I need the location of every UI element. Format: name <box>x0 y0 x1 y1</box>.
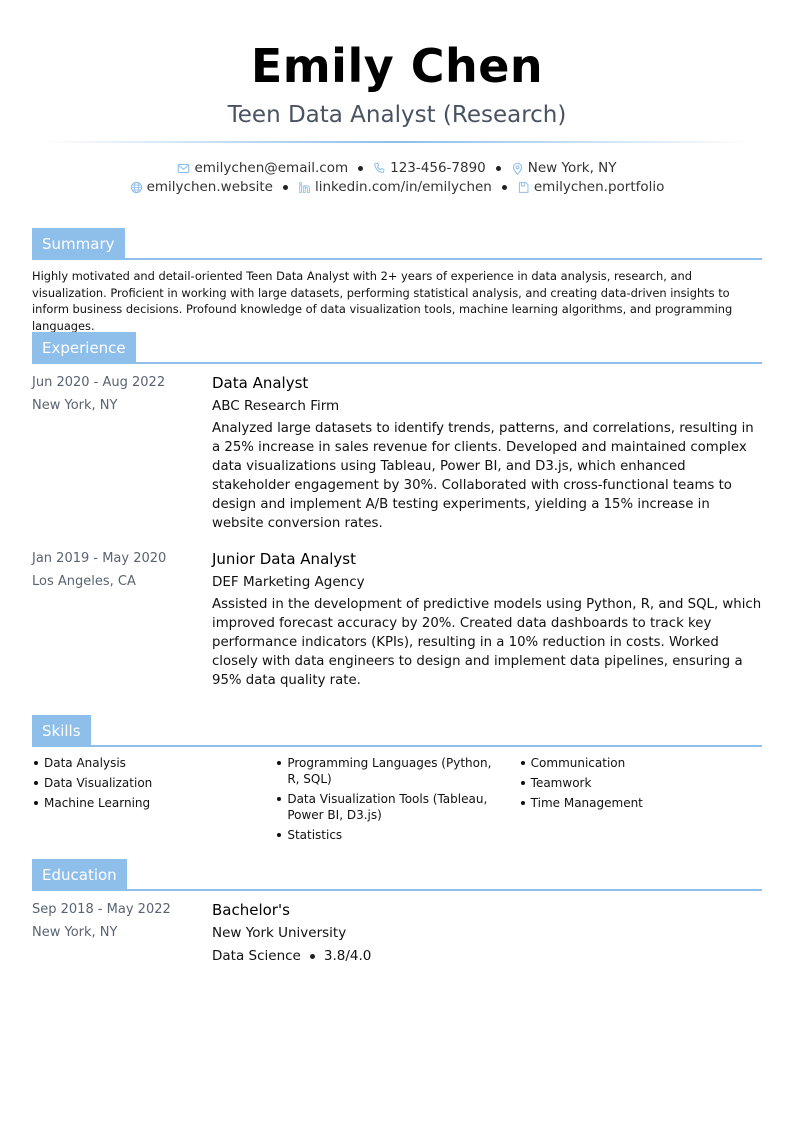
contact-email[interactable] <box>177 159 348 178</box>
candidate-title: Teen Data Analyst (Research) <box>227 102 567 128</box>
experience-entry <box>32 547 762 690</box>
skill-item: Data Analysis <box>32 755 275 771</box>
section-rule <box>32 889 762 891</box>
company-name: DEF Marketing Agency <box>212 574 365 590</box>
education-meta <box>212 945 762 968</box>
section-rule <box>32 258 762 260</box>
section-rule <box>32 362 762 364</box>
website-text: emilychen.website <box>146 179 273 195</box>
contact-website[interactable] <box>130 178 273 197</box>
separator-dot <box>310 954 315 959</box>
phone-text: 123-456-7890 <box>390 160 486 176</box>
contact-location <box>511 159 617 178</box>
contact-linkedin[interactable] <box>298 178 492 197</box>
candidate-name: Emily Chen <box>250 39 544 93</box>
skill-item: Programming Languages (Python, R, SQL) <box>275 755 518 787</box>
portfolio-text: emilychen.portfolio <box>533 179 665 195</box>
skill-item: Teamwork <box>519 775 762 791</box>
location-text: New York, NY <box>527 160 617 176</box>
globe-icon <box>130 181 143 194</box>
entry-location: Los Angeles, CA <box>32 574 136 589</box>
education-heading: Education <box>32 859 127 891</box>
skills-column <box>519 755 762 847</box>
skill-item: Data Visualization Tools (Tableau, Power BI, D3.js) <box>275 791 518 823</box>
skill-item: Statistics <box>275 827 518 843</box>
summary-text: Highly motivated and detail-oriented Teen Data Analyst with 2+ years of experience in data analysis, research, and visualization. Proficient in working with large datasets, performing statistical analysis, and creating data-driven insights to inform business decisions. Profound knowledge of data visualization tools, machine learning algorithms, and programming languages. <box>32 269 733 333</box>
entry-dates: Jun 2020 - Aug 2022 <box>32 375 166 390</box>
section-rule <box>32 745 762 747</box>
header-divider <box>39 141 755 143</box>
skills-grid <box>32 755 762 847</box>
school-name: New York University <box>212 925 347 941</box>
company-name: ABC Research Firm <box>212 398 340 414</box>
email-icon <box>177 162 190 175</box>
linkedin-text: linkedin.com/in/emilychen <box>314 179 492 195</box>
separator-dot <box>496 166 501 171</box>
job-description: Assisted in the development of predictive models using Python, R, and SQL, which improved forecast accuracy by 20%. Created data dashboards to track key performance indicators (KPIs), resulting in a 10% reduction in costs. Worked closely with data engineers to design and implement data pipelines, ensuring a 95% data quality rate. <box>212 597 762 688</box>
contact-phone[interactable] <box>373 159 486 178</box>
job-description: Analyzed large datasets to identify trends, patterns, and correlations, resulting in a 25% increase in sales revenue for clients. Developed and maintained complex data visualizations using Tableau, Power BI, and D3.js, which enhanced stakeholder engagement by 30%. Collaborated with cross-functional teams to design and implement A/B testing experiments, yielding a 15% increase in website conversion rates. <box>212 421 754 531</box>
entry-dates: Sep 2018 - May 2022 <box>32 902 171 917</box>
separator-dot <box>502 185 507 190</box>
skill-item: Machine Learning <box>32 795 275 811</box>
education-entry <box>32 898 762 968</box>
skill-item: Data Visualization <box>32 775 275 791</box>
separator-dot <box>283 185 288 190</box>
separator-dot <box>358 166 363 171</box>
experience-entry <box>32 371 762 533</box>
field-of-study: Data Science <box>212 948 301 964</box>
skills-section <box>32 715 762 847</box>
contact-portfolio[interactable] <box>517 178 665 197</box>
skills-column <box>32 755 275 847</box>
skills-heading: Skills <box>32 715 91 747</box>
contact-info <box>0 159 794 197</box>
portfolio-icon <box>517 181 530 194</box>
degree: Bachelor's <box>212 901 290 919</box>
experience-section <box>32 332 762 690</box>
linkedin-icon <box>298 181 311 194</box>
phone-icon <box>373 162 386 175</box>
summary-section <box>32 228 762 334</box>
education-section <box>32 859 762 968</box>
resume-header <box>0 0 794 143</box>
entry-location: New York, NY <box>32 925 118 940</box>
job-title: Junior Data Analyst <box>212 550 357 568</box>
experience-heading: Experience <box>32 332 136 364</box>
gpa: 3.8/4.0 <box>323 948 372 964</box>
skills-column <box>275 755 518 847</box>
entry-location: New York, NY <box>32 398 118 413</box>
email-text: emilychen@email.com <box>194 160 349 176</box>
skill-item: Time Management <box>519 795 762 811</box>
job-title: Data Analyst <box>212 374 309 392</box>
summary-heading: Summary <box>32 228 125 260</box>
entry-dates: Jan 2019 - May 2020 <box>32 551 167 566</box>
location-icon <box>511 162 524 175</box>
skill-item: Communication <box>519 755 762 771</box>
